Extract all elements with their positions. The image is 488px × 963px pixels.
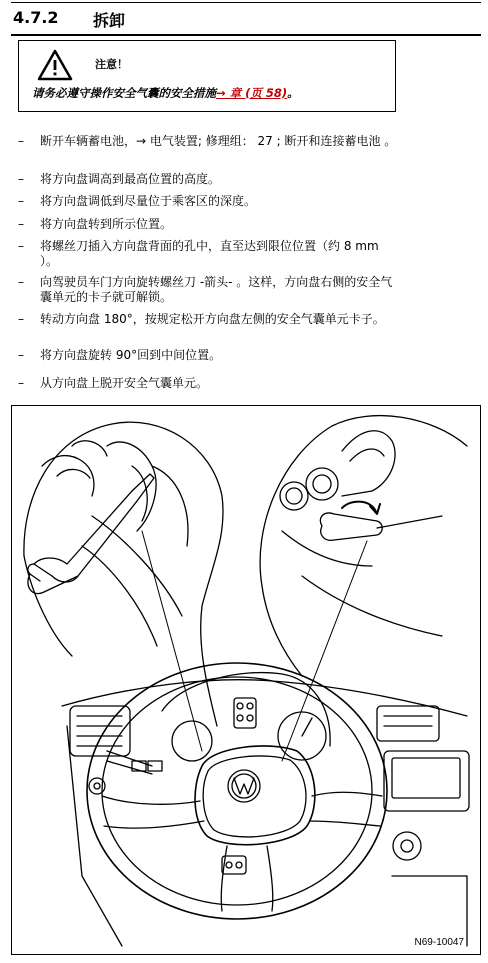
step-dash: –	[18, 239, 24, 253]
section-title: 拆卸	[93, 11, 126, 30]
step-dash: –	[18, 275, 24, 289]
step-text: 断开车辆蓄电池，→ 电气装置; 修理组： 27 ; 断开和连接蓄电池 。	[40, 134, 397, 148]
caution-text	[32, 85, 299, 101]
screwdriver-right	[320, 513, 382, 540]
step-text: 将螺丝刀插入方向盘背面的孔中，直至达到限位位置（约 8 mm ）。	[40, 239, 379, 268]
steering-wheel-illustration	[11, 405, 481, 955]
step-text: 将方向盘调低到尽量位于乘客区的深度。	[40, 194, 257, 208]
chapter-link[interactable]: → 章 (页 58)	[216, 86, 288, 100]
caution-main-text: 请务必遵守操作安全气囊的安全措施	[32, 86, 216, 100]
top-rule	[11, 2, 481, 3]
step-dash: –	[18, 217, 24, 231]
section-number: 4.7.2	[13, 8, 59, 27]
airbag-unit	[195, 746, 315, 845]
screwdriver-left	[28, 564, 52, 581]
step-dash: –	[18, 348, 24, 362]
step-text: 从方向盘上脱开安全气囊单元。	[40, 376, 209, 390]
left-detail-bubble	[24, 422, 223, 726]
caution-box	[18, 40, 396, 112]
step-text: 将方向盘转到所示位置。	[40, 217, 173, 231]
warning-icon	[37, 49, 73, 81]
right-detail-bubble	[260, 416, 467, 586]
step-text: 将方向盘旋转 90°回到中间位置。	[40, 348, 222, 362]
step-dash: –	[18, 172, 24, 186]
step-dash: –	[18, 134, 24, 148]
step-text: 将方向盘调高到最高位置的高度。	[40, 172, 221, 186]
caution-caption: 注意！	[95, 58, 128, 71]
step-text: 向驾驶员车门方向旋转螺丝刀 -箭头- 。这样，方向盘右侧的安全气囊单元的卡子就可解锁。	[40, 275, 393, 304]
heading-rule	[11, 34, 481, 36]
vw-logo	[228, 770, 260, 802]
line-drawing	[12, 406, 481, 955]
step-dash: –	[18, 312, 24, 326]
step-dash: –	[18, 194, 24, 208]
steering-wheel-rim	[87, 663, 387, 919]
caution-end: 。	[287, 86, 299, 100]
step-text: 转动方向盘 180°，按规定松开方向盘左侧的安全气囊单元卡子。	[40, 312, 385, 326]
figure-label: N69-10047	[414, 937, 464, 948]
step-dash: –	[18, 376, 24, 390]
